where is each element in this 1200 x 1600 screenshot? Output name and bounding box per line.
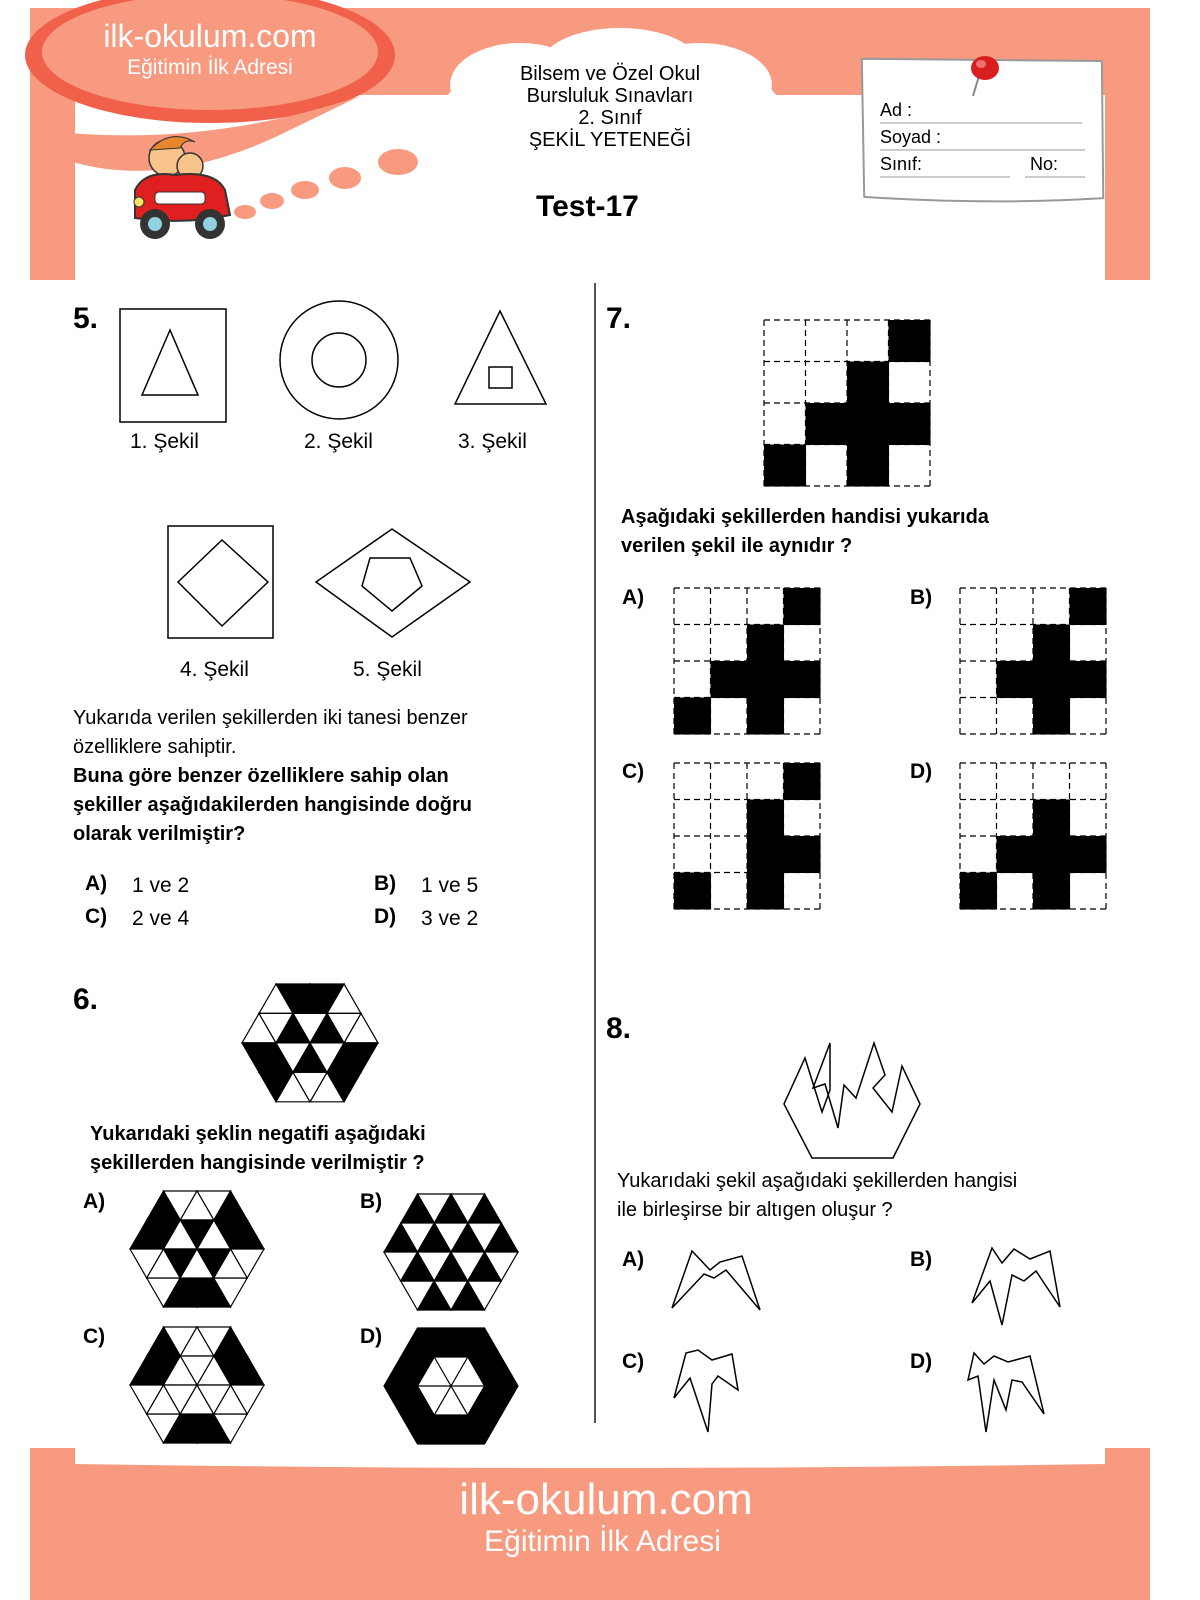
q7-option-c-grid[interactable] — [674, 763, 820, 909]
q5-caption-5: 5. Şekil — [353, 658, 422, 681]
cloud-line: Bursluluk Sınavları — [526, 85, 694, 107]
cloud-line: 2. Sınıf — [578, 107, 642, 129]
q6-option-d-letter[interactable]: D) — [360, 1325, 383, 1348]
q7-number: 7. — [606, 302, 632, 335]
q5-option-c-text[interactable]: 2 ve 4 — [132, 907, 190, 930]
q7-option-b-letter[interactable]: B) — [910, 586, 933, 609]
cloud-line: Bilsem ve Özel Okul — [519, 63, 701, 85]
q5-caption-4: 4. Şekil — [180, 658, 249, 681]
q5-option-a-text[interactable]: 1 ve 2 — [132, 874, 190, 897]
q5-option-d-letter[interactable]: D) — [374, 905, 397, 928]
q5-option-d-text[interactable]: 3 ve 2 — [421, 907, 479, 930]
q7-option-c-letter[interactable]: C) — [622, 760, 645, 783]
q8-number: 8. — [606, 1012, 632, 1045]
q8-option-d-figure[interactable] — [964, 1350, 1049, 1436]
form-name-label: Ad : — [880, 100, 913, 120]
q8-option-b-letter[interactable]: B) — [910, 1248, 933, 1271]
q6-option-c-figure[interactable] — [130, 1327, 264, 1445]
q5-figures — [110, 300, 570, 660]
q5-caption-3: 3. Şekil — [458, 430, 527, 453]
q6-option-d-figure[interactable] — [384, 1328, 518, 1446]
q6-option-c-letter[interactable]: C) — [83, 1325, 106, 1348]
q6-number: 6. — [73, 983, 99, 1016]
footer-site-name[interactable]: ilk-okulum.com — [459, 1475, 753, 1524]
q7-question: Aşağıdaki şekillerden handisi yukarıda verilen şekil ile aynıdır ? — [621, 506, 989, 557]
q5-number: 5. — [73, 302, 99, 335]
form-class-label: Sınıf: — [880, 154, 923, 174]
column-divider — [594, 283, 596, 1423]
q5-shape-5 — [316, 529, 470, 637]
q5-shape-2 — [280, 301, 398, 419]
footer-slogan: Eğitimin İlk Adresi — [484, 1525, 721, 1558]
q8-option-a-figure[interactable] — [670, 1248, 762, 1314]
q5-option-a-letter[interactable]: A) — [85, 872, 108, 895]
q6-question: Yukarıdaki şeklin negatifi aşağıdaki şekillerden hangisinde verilmiştir ? — [90, 1123, 426, 1174]
form-number-label: No: — [1030, 154, 1059, 174]
car-cartoon-icon — [125, 130, 240, 250]
q5-caption-2: 2. Şekil — [304, 430, 373, 453]
q5-shape-4 — [168, 526, 273, 638]
q5-option-b-letter[interactable]: B) — [374, 872, 397, 895]
q6-option-a-figure[interactable] — [130, 1191, 264, 1309]
q5-description: Yukarıda verilen şekillerden iki tanesi benzer özelliklere sahiptir. — [73, 707, 468, 758]
q5-question: Buna göre benzer özelliklere sahip olan şekiller aşağıdakilerden hangisinde doğru olarak verilmiştir? — [73, 765, 473, 845]
q5-caption-1: 1. Şekil — [130, 430, 199, 453]
q5-option-b-text[interactable]: 1 ve 5 — [421, 874, 479, 897]
q8-option-c-figure[interactable] — [672, 1350, 744, 1436]
q6-option-b-letter[interactable]: B) — [360, 1190, 383, 1213]
q8-option-a-letter[interactable]: A) — [622, 1248, 645, 1271]
form-surname-label: Soyad : — [880, 127, 942, 147]
q7-option-a-grid[interactable] — [674, 588, 820, 734]
cloud-line: ŞEKİL YETENEĞİ — [528, 129, 692, 151]
header-slogan: Eğitimin İlk Adresi — [127, 56, 293, 79]
q5-option-c-letter[interactable]: C) — [85, 905, 108, 928]
test-title: Test-17 — [536, 190, 639, 223]
q5-shape-3 — [455, 311, 546, 404]
cloud-text — [490, 63, 730, 151]
q8-option-b-figure[interactable] — [970, 1245, 1065, 1329]
q5-shape-1 — [120, 309, 226, 422]
header-site-name[interactable]: ilk-okulum.com — [103, 18, 317, 54]
q7-option-a-letter[interactable]: A) — [622, 586, 645, 609]
q8-main-figure — [780, 1040, 925, 1162]
q6-option-a-letter[interactable]: A) — [83, 1190, 106, 1213]
q7-option-d-letter[interactable]: D) — [910, 760, 933, 783]
q7-option-d-grid[interactable] — [960, 763, 1106, 909]
q8-option-d-letter[interactable]: D) — [910, 1350, 933, 1373]
header-band — [0, 0, 1200, 280]
q6-option-b-figure[interactable] — [384, 1194, 518, 1312]
q6-main-hexagon — [242, 984, 378, 1102]
q7-main-grid — [764, 320, 930, 486]
q8-question: Yukarıdaki şekil aşağıdaki şekillerden hangisi ile birleşirse bir altıgen oluşur ? — [617, 1170, 1018, 1221]
q8-option-c-letter[interactable]: C) — [622, 1350, 645, 1373]
pushpin-icon — [965, 52, 1005, 102]
q7-option-b-grid[interactable] — [960, 588, 1106, 734]
